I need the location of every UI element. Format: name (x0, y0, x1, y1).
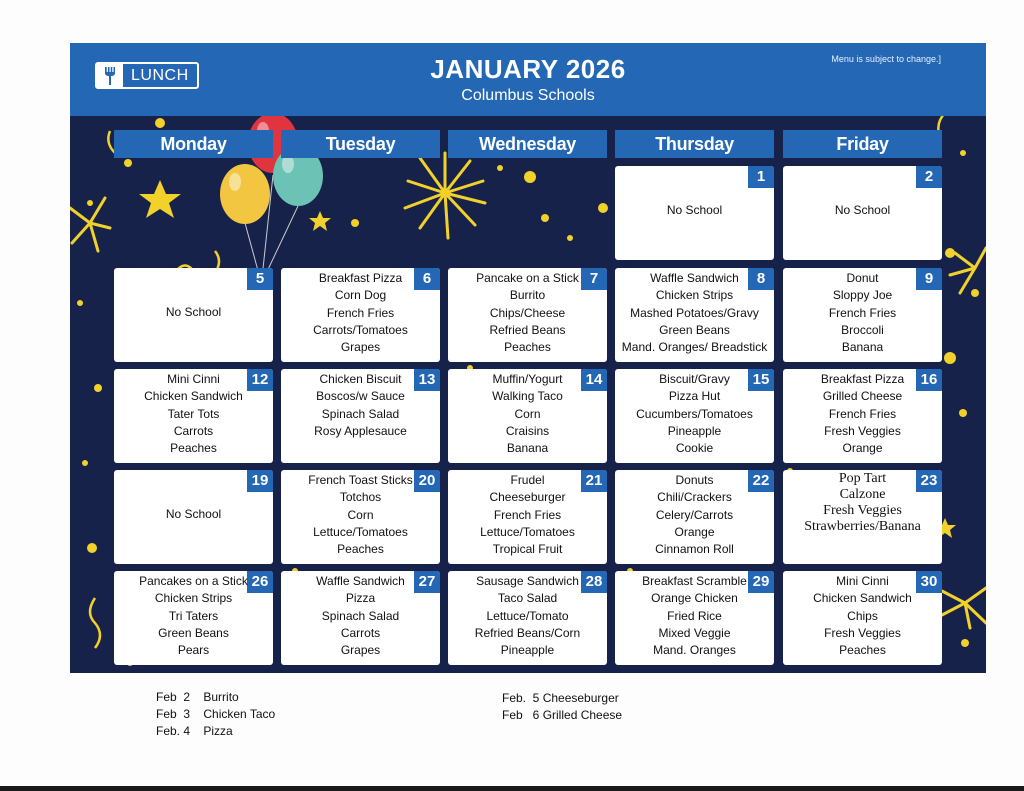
menu-item: Orange (674, 524, 715, 539)
menu-item: Grapes (340, 643, 381, 658)
menu-item: Mand. Oranges/ Breadstick (621, 340, 768, 355)
menu-item: Broccoli (841, 322, 884, 337)
day-cell (783, 571, 942, 665)
menu-item: Strawberries/Banana (804, 519, 921, 534)
day-number: 13 (414, 369, 440, 391)
menu-item: No School (165, 507, 222, 521)
menu-calendar (70, 43, 986, 673)
menu-items (114, 304, 273, 321)
menu-item: Mashed Potatoes/Gravy (630, 305, 759, 320)
menu-item: Refried Beans/Corn (474, 625, 581, 640)
menu-items (281, 371, 440, 440)
menu-item: Totchos (339, 490, 382, 505)
menu-item: Banana (841, 340, 884, 355)
menu-item: Donuts (675, 473, 714, 487)
footer-line: Feb 6 Grilled Cheese (502, 708, 623, 722)
day-cell (114, 369, 273, 463)
menu-item: Carrots/Tomatoes (313, 322, 408, 337)
menu-item: Donut (846, 271, 879, 285)
day-header-wednesday: Wednesday (448, 130, 607, 158)
menu-item: Orange (842, 441, 883, 456)
day-number: 8 (748, 268, 774, 290)
day-cell (114, 571, 273, 665)
menu-item: Chicken Biscuit (319, 372, 402, 386)
menu-item: Boscos/w Sauce (316, 389, 405, 404)
menu-items (448, 472, 607, 558)
menu-items (615, 202, 774, 219)
day-number: 23 (916, 470, 942, 492)
menu-item: Lettuce/Tomatoes (313, 524, 408, 539)
menu-item: Taco Salad (497, 591, 558, 606)
menu-items (448, 371, 607, 457)
menu-items (114, 371, 273, 457)
menu-item: Mand. Oranges (653, 643, 736, 658)
day-cell (281, 369, 440, 463)
menu-items (448, 270, 607, 356)
menu-item: Green Beans (158, 625, 229, 640)
menu-item: Breakfast Pizza (820, 372, 905, 386)
menu-item: Cucumbers/Tomatoes (636, 406, 753, 421)
menu-item: Refried Beans (489, 322, 566, 337)
menu-item: French Fries (326, 305, 395, 320)
menu-item: Mini Cinni (836, 574, 889, 588)
menu-item: Pancake on a Stick (476, 271, 579, 285)
day-cell (114, 268, 273, 362)
menu-items (783, 202, 942, 219)
day-cell (615, 470, 774, 564)
menu-item: Burrito (509, 288, 546, 303)
footer-line: Feb 2 Burrito (156, 690, 239, 704)
menu-item: Mixed Veggie (658, 625, 731, 640)
menu-item: Breakfast Scramble (642, 574, 747, 588)
day-number: 30 (916, 571, 942, 593)
menu-item: Pancakes on a Stick (139, 574, 248, 588)
day-cell (615, 571, 774, 665)
day-number: 21 (581, 470, 607, 492)
menu-item: Corn (514, 406, 541, 421)
menu-change-note: Menu is subject to change.] (831, 54, 941, 64)
menu-item: Pizza (345, 591, 376, 606)
day-header-monday: Monday (114, 130, 273, 158)
menu-item: Pizza Hut (668, 389, 721, 404)
footer-line: Feb. 4 Pizza (156, 724, 233, 738)
day-cell (783, 268, 942, 362)
menu-item: Cheeseburger (489, 490, 566, 505)
menu-item: Waffle Sandwich (650, 271, 739, 285)
menu-item: Grapes (340, 340, 381, 355)
menu-items (615, 371, 774, 457)
day-number: 12 (247, 369, 273, 391)
menu-item: Pop Tart (838, 471, 887, 486)
day-number: 9 (916, 268, 942, 290)
menu-items (615, 573, 774, 659)
menu-item: Mini Cinni (167, 372, 220, 386)
day-header-tuesday: Tuesday (281, 130, 440, 158)
menu-item: Cookie (675, 441, 714, 456)
menu-item: Chips (847, 608, 878, 623)
day-number: 15 (748, 369, 774, 391)
menu-item: Chicken Sandwich (144, 389, 243, 404)
menu-item: No School (666, 203, 723, 217)
menu-item: Carrots (173, 423, 214, 438)
menu-item: French Fries (828, 406, 897, 421)
day-cell (783, 369, 942, 463)
day-number: 22 (748, 470, 774, 492)
lunch-label: LUNCH (131, 67, 189, 84)
day-cell (783, 470, 942, 564)
menu-item: Chicken Strips (154, 591, 233, 606)
menu-item: Peaches (170, 441, 217, 456)
menu-item: Sloppy Joe (832, 288, 893, 303)
day-cell (783, 166, 942, 260)
menu-item: No School (165, 305, 222, 319)
menu-item: Rosy Applesauce (314, 423, 407, 438)
calendar-header (70, 43, 986, 116)
menu-items (615, 472, 774, 558)
menu-item: Tropical Fruit (492, 542, 563, 557)
day-cell (281, 571, 440, 665)
menu-item: Spinach Salad (321, 608, 400, 623)
day-cell (448, 369, 607, 463)
day-cell (281, 268, 440, 362)
day-number: 5 (247, 268, 273, 290)
menu-item: French Fries (828, 305, 897, 320)
day-number: 29 (748, 571, 774, 593)
day-number: 6 (414, 268, 440, 290)
day-number: 19 (247, 470, 273, 492)
menu-item: No School (834, 203, 891, 217)
day-header-thursday: Thursday (615, 130, 774, 158)
footer-line: Feb. 5 Cheeseburger (502, 691, 619, 705)
menu-item: Green Beans (659, 322, 730, 337)
menu-item: Tater Tots (167, 406, 220, 421)
menu-item: Pineapple (667, 423, 722, 438)
menu-item: Chips/Cheese (489, 305, 566, 320)
footer-line: Feb 3 Chicken Taco (156, 707, 276, 721)
day-number: 14 (581, 369, 607, 391)
menu-item: Fresh Veggies (824, 625, 901, 640)
menu-item: Chicken Strips (655, 288, 734, 303)
page-edge (0, 786, 1024, 791)
menu-item: Tri Taters (168, 608, 219, 623)
day-cell (114, 470, 273, 564)
day-header-friday: Friday (783, 130, 942, 158)
day-number: 26 (247, 571, 273, 593)
menu-item: Pears (177, 643, 210, 658)
menu-item: French Fries (493, 507, 562, 522)
menu-item: Lettuce/Tomatoes (480, 524, 575, 539)
menu-item: Corn Dog (334, 288, 387, 303)
menu-items (281, 573, 440, 659)
menu-item: Craisins (505, 423, 550, 438)
menu-item: Spinach Salad (321, 406, 400, 421)
day-number: 7 (581, 268, 607, 290)
menu-items (783, 270, 942, 356)
menu-items (114, 506, 273, 523)
menu-item: Waffle Sandwich (316, 574, 405, 588)
menu-items (783, 371, 942, 457)
menu-item: Peaches (337, 542, 384, 557)
menu-item: Pineapple (500, 643, 555, 658)
page-title: JANUARY 2026 (430, 54, 626, 84)
footer-left-list (156, 689, 275, 740)
menu-item: Biscuit/Gravy (659, 372, 730, 386)
menu-item: Fresh Veggies (824, 423, 901, 438)
day-number: 28 (581, 571, 607, 593)
day-cell (281, 470, 440, 564)
menu-item: Muffin/Yogurt (492, 372, 563, 386)
menu-item: Lettuce/Tomato (486, 608, 569, 623)
menu-item: Cinnamon Roll (655, 542, 734, 557)
day-cell (448, 571, 607, 665)
page-subtitle: Columbus Schools (461, 87, 595, 104)
menu-item: Fresh Veggies (823, 503, 902, 518)
day-cell (615, 166, 774, 260)
menu-items (448, 573, 607, 659)
menu-item: Breakfast Pizza (318, 271, 403, 285)
menu-item: Orange Chicken (651, 591, 738, 606)
day-cell (615, 268, 774, 362)
menu-item: Chicken Sandwich (813, 591, 912, 606)
menu-items (114, 573, 273, 659)
day-cell (448, 470, 607, 564)
day-number: 20 (414, 470, 440, 492)
menu-item: Grilled Cheese (822, 389, 903, 404)
menu-items (783, 573, 942, 659)
menu-item: Frudel (510, 473, 545, 487)
menu-items (783, 471, 942, 535)
day-number: 1 (748, 166, 774, 188)
menu-items (615, 270, 774, 356)
menu-item: Chili/Crackers (657, 490, 732, 505)
menu-item: French Toast Sticks (308, 473, 413, 487)
day-number: 2 (916, 166, 942, 188)
menu-item: Calzone (839, 487, 886, 502)
day-cell (615, 369, 774, 463)
menu-item: Fried Rice (667, 608, 722, 623)
menu-item: Carrots (340, 625, 381, 640)
menu-item: Banana (506, 441, 549, 456)
menu-item: Corn (347, 507, 374, 522)
day-number: 27 (414, 571, 440, 593)
menu-items (281, 270, 440, 356)
menu-item: Celery/Carrots (655, 507, 734, 522)
day-number: 16 (916, 369, 942, 391)
footer-right-list (502, 690, 622, 724)
menu-item: Sausage Sandwich (476, 574, 579, 588)
menu-item: Peaches (839, 643, 886, 658)
menu-item: Walking Taco (492, 389, 563, 404)
menu-item: Peaches (504, 340, 551, 355)
day-cell (448, 268, 607, 362)
menu-items (281, 472, 440, 558)
